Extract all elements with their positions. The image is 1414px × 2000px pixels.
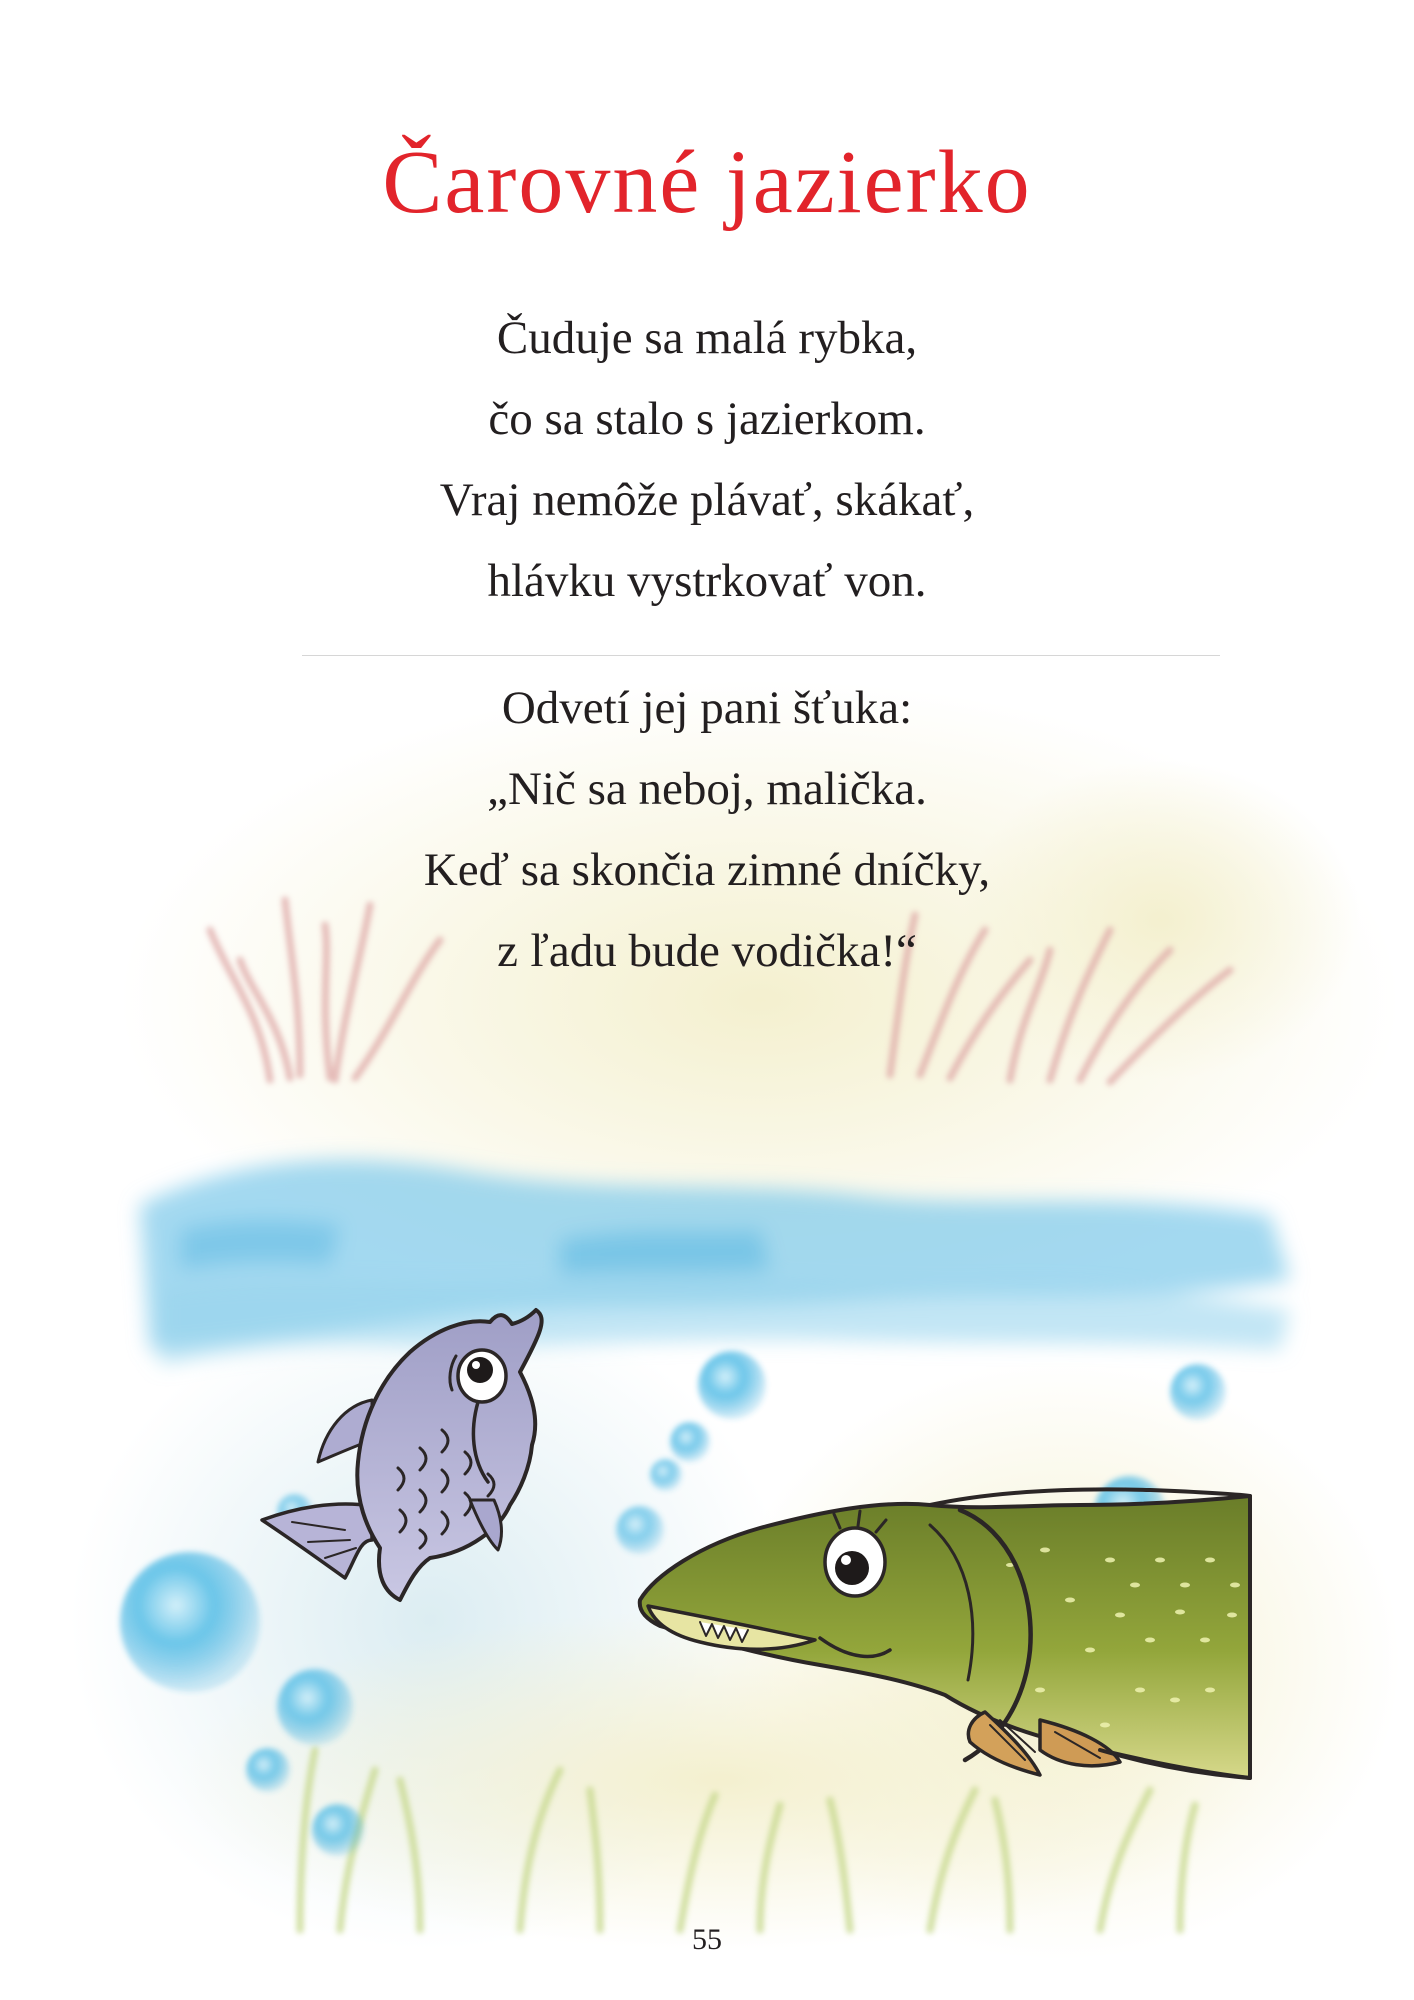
stanza-divider (302, 655, 1220, 656)
page-number: 55 (692, 1923, 722, 1956)
verse-line: Odvetí jej pani šťuka: (501, 682, 913, 734)
stanza-2 (0, 668, 1414, 992)
poem-title: Čarovné jazierko (382, 133, 1032, 232)
verse-line: Vraj nemôže plávať, skákať, (439, 474, 975, 526)
stanza-1 (0, 298, 1414, 622)
verse-line: hlávku vystrkovať von. (487, 555, 927, 607)
verse-line: z ľadu bude vodička!“ (497, 925, 917, 977)
verse-line: „Nič sa neboj, malička. (487, 763, 927, 815)
verse-line: Čuduje sa malá rybka, (496, 312, 918, 364)
verse-line: Keď sa skončia zimné dníčky, (423, 844, 991, 896)
verse-line: čo sa stalo s jazierkom. (488, 393, 926, 445)
